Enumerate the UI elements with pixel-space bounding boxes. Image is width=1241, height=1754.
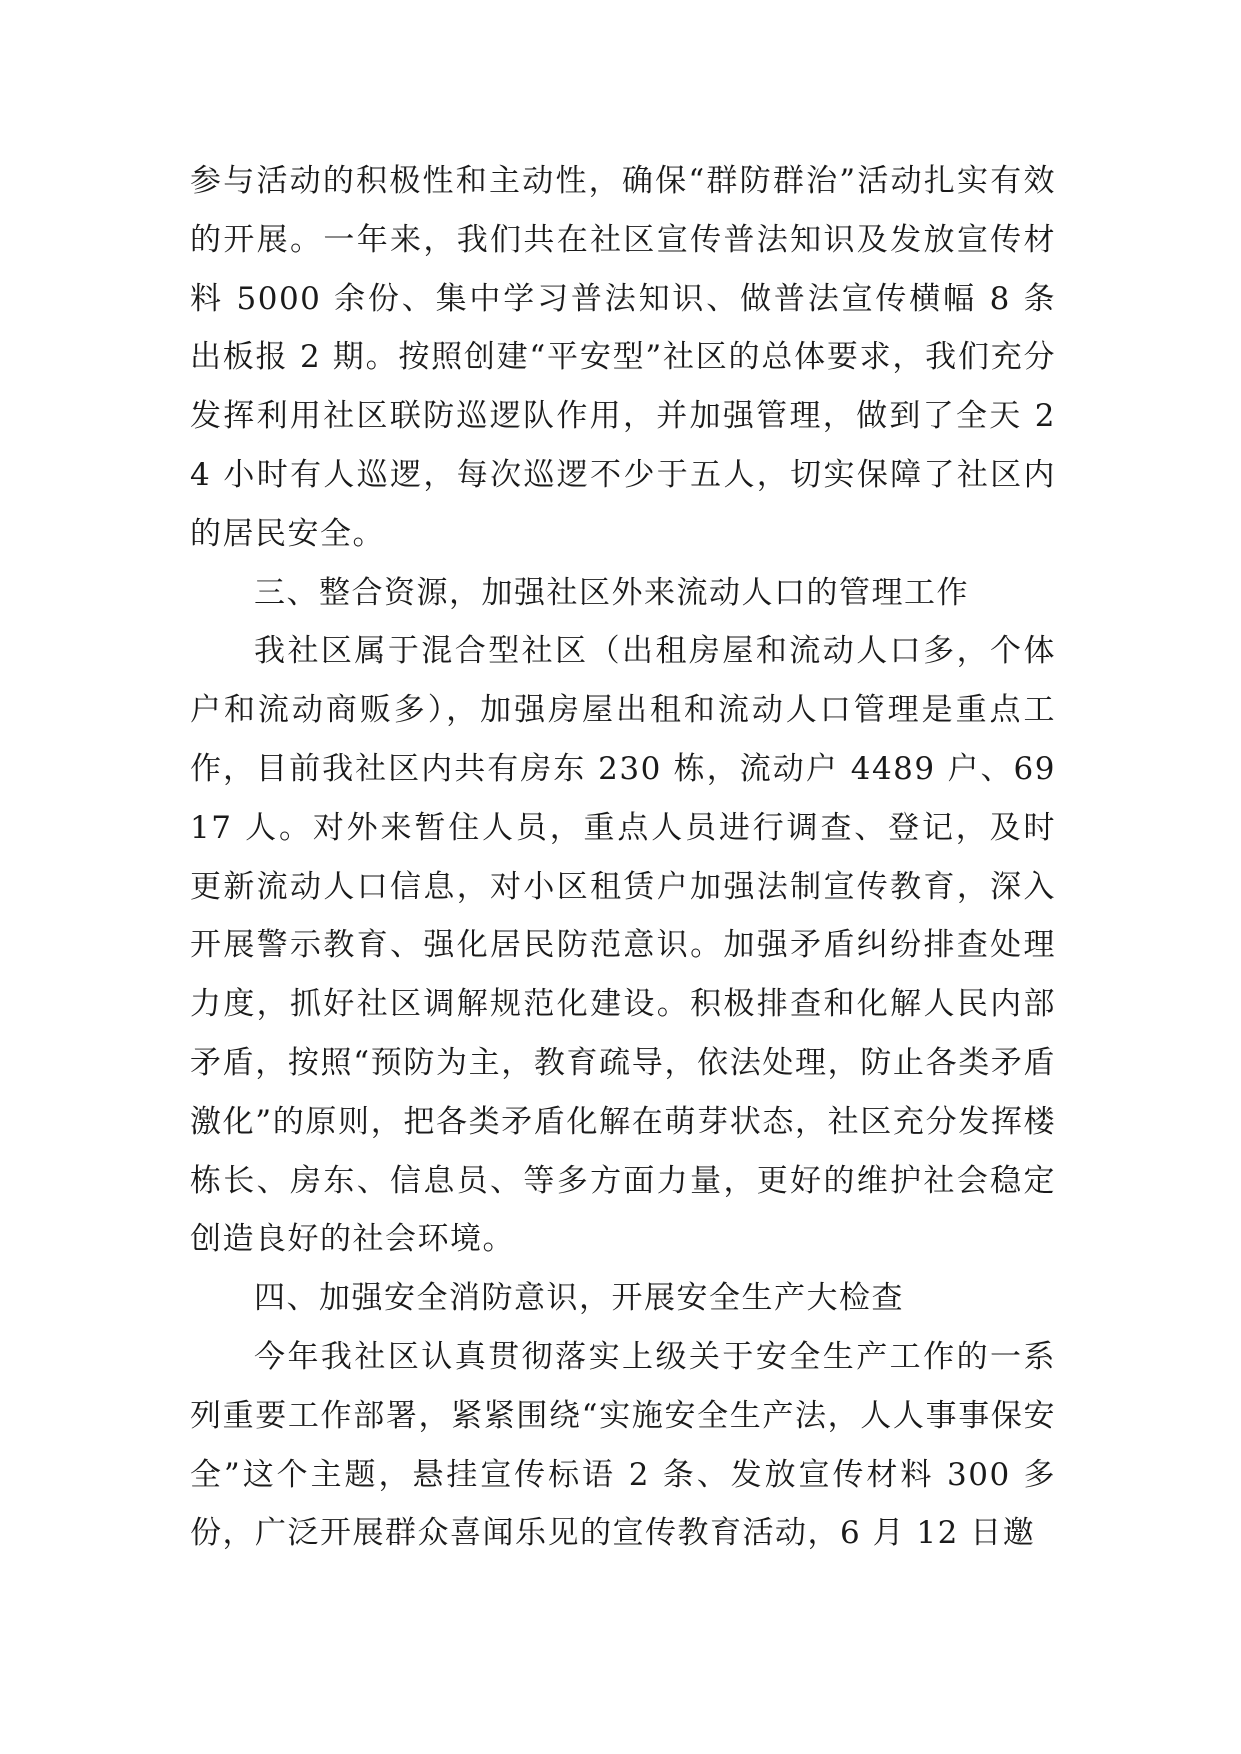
paragraph-patrol-summary: 参与活动的积极性和主动性，确保“群防群治”活动扎实有效的开展。一年来，我们共在社区宣传普法知识及发放宣传材料 5000 余份、集中学习普法知识、做普法宣传横幅 8 条出板报 2 期。按照创建“平安型”社区的总体要求，我们充分发挥利用社区联防巡逻队作用，并加强管理，做到了全天 24 小时有人巡逻，每次巡逻不少于五人，切实保障了社区内的居民安全。 [190,163,1056,552]
paragraph-safety-production: 今年我社区认真贯彻落实上级关于安全生产工作的一系列重要工作部署，紧紧围绕“实施安全生产法，人人事事保安全”这个主题，悬挂宣传标语 2 条、发放宣传材料 300 多份，广泛开展群众喜闻乐见的宣传教育活动，6 月 12 日邀 [190,1338,1056,1552]
section-heading-3: 三、整合资源，加强社区外来流动人口的管理工作 [254,574,969,611]
document-body [190,152,1056,1563]
paragraph-floating-population: 我社区属于混合型社区（出租房屋和流动人口多，个体户和流动商贩多），加强房屋出租和流动人口管理是重点工作，目前我社区内共有房东 230 栋，流动户 4489 户、6917 人。对外来暂住人员，重点人员进行调查、登记，及时更新流动人口信息，对小区租赁户加强法制宣传教育，深入开展警示教育、强化居民防范意识。加强矛盾纠纷排查处理力度，抓好社区调解规范化建设。积极排查和化解人民内部矛盾，按照“预防为主，教育疏导，依法处理，防止各类矛盾激化”的原则，把各类矛盾化解在萌芽状态，社区充分发挥楼栋长、房东、信息员、等多方面力量，更好的维护社会稳定创造良好的社会环境。 [190,633,1056,1258]
section-heading-4: 四、加强安全消防意识，开展安全生产大检查 [254,1280,904,1317]
